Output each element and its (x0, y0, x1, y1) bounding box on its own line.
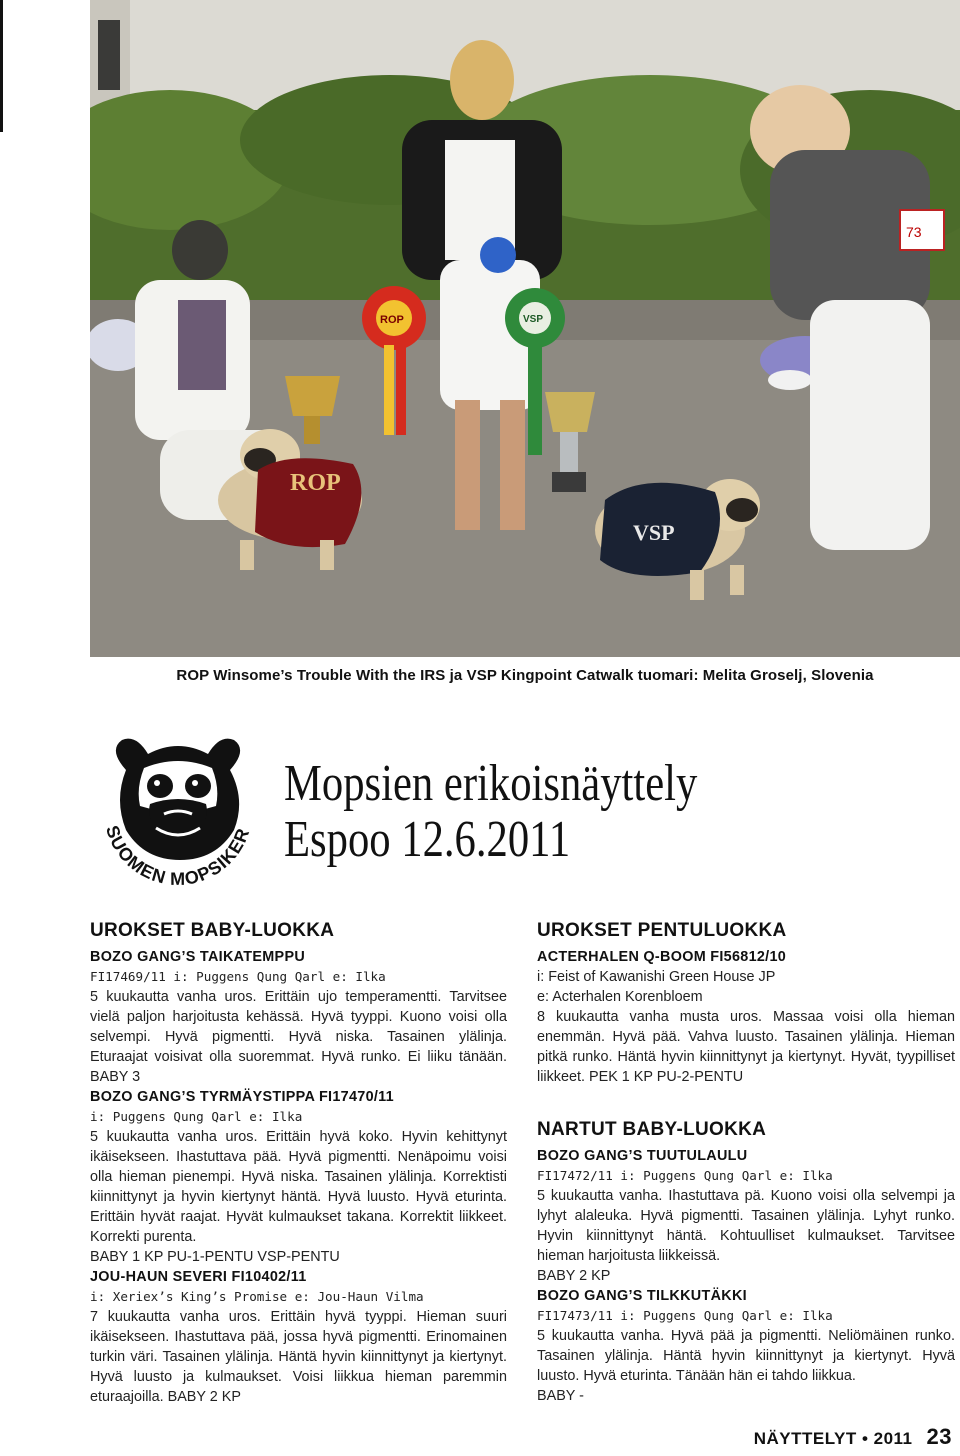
page-edge-bar (0, 0, 3, 132)
dog-critique: 5 kuukautta vanha uros. Erittäin hyvä koko. Hyvin kehittynyt ikäisekseen. Ihastuttava pää. Hyvä pigmentti. Nenäpoimu voisi olla hieman pienempi. Hyvä niska. Tasainen ylälinja. Korrektisti kiinnittynyt ja hyvin kiertynyt häntä. Hyvä luusto. Hyvä eturinta. Erittäin hyvät raajat. Hyvät kulmaukset takana. Korrektit liikkeet. Korrekti purenta. (90, 1129, 507, 1245)
right-column (537, 918, 955, 1406)
page-footer (754, 1426, 952, 1450)
dog-critique: 5 kuukautta vanha. Ihastuttava pä. Kuono voisi olla selvempi ja lyhyt alaleuka. Hyvä pigmentti. Tasainen ylälinja. Lyhyt runko. Hyvin kiinnittynyt häntä. Kohtuulliset kulmaukset. Tarvitsee hieman harjoitusta liikkeissä. (537, 1188, 955, 1264)
club-logo (86, 718, 270, 902)
rop-cape-text: ROP (290, 470, 341, 496)
rop-rosette-text: ROP (380, 314, 404, 326)
section-heading: UROKSET BABY-LUOKKA (90, 920, 335, 941)
dog-registration: i: Puggens Qung Qarl e: Ilka (90, 1109, 303, 1124)
vsp-rosette-text: VSP (523, 314, 544, 325)
dog-result: BABY 3 (90, 1069, 141, 1085)
dog-name: JOU-HAUN SEVERI FI10402/11 (90, 1269, 307, 1285)
dog-registration: FI17469/11 i: Puggens Qung Qarl e: Ilka (90, 969, 386, 984)
vsp-cape-text: VSP (633, 520, 675, 545)
dog-name: ACTERHALEN Q-BOOM FI56812/10 (537, 949, 787, 965)
dog-result: BABY 2 KP (167, 1389, 241, 1405)
show-photo (90, 0, 960, 657)
photo-caption: ROP Winsome’s Trouble With the IRS ja VSP Kingpoint Catwalk tuomari: Melita Groselj, Slovenia (176, 667, 874, 684)
title-line-2: Espoo 12.6.2011 (284, 811, 571, 868)
dog-name: BOZO GANG’S TUUTULAULU (537, 1148, 748, 1164)
section-heading: UROKSET PENTULUOKKA (537, 920, 787, 941)
dog-name: BOZO GANG’S TAIKATEMPPU (90, 949, 306, 965)
footer-section: NÄYTTELYT • 2011 (753, 1429, 913, 1448)
dog-registration: FI17473/11 i: Puggens Qung Qarl e: Ilka (537, 1308, 833, 1323)
dog-name: BOZO GANG’S TYRMÄYSTIPPA FI17470/11 (90, 1089, 394, 1105)
dog-result: BABY - (537, 1388, 584, 1404)
dog-registration: i: Xeriex’s King’s Promise e: Jou-Haun Vilma (90, 1289, 424, 1304)
dog-critique: 5 kuukautta vanha. Hyvä pää ja pigmentti. Neliömäinen runko. Tasainen ylälinja. Häntä hyvin kiinnittynyt ja kiertynyt. Hyvä luusto. Hyvä eturinta. Tänään hän ei tahdo liikkua. (537, 1328, 955, 1384)
dog-critique: 8 kuukautta vanha musta uros. Massaa voisi olla hieman enemmän. Hyvä pää. Vahva luusto. Tasainen ylälinja. Hieman pitkä runko. Häntä hyvin kiinnittynyt ja kiertynyt. Hyvät, tyypilliset liikkeet. PEK 1 KP PU-2-PENTU (537, 1009, 955, 1085)
dog-registration: FI17472/11 i: Puggens Qung Qarl e: Ilka (537, 1168, 833, 1183)
dog-result: BABY 1 KP PU-1-PENTU VSP-PENTU (90, 1249, 340, 1265)
dog-critique: 7 kuukautta vanha uros. Erittäin hyvä tyyppi. Hieman suuri ikäisekseen. Ihastuttava pää, jossa hyvä pigmentti. Erinomainen turkin väri. Tasainen ylälinja. Häntä hyvin kiinnittynyt ja kiertynyt. Hyvä luusto ja kulmaukset. Voisi liikkua hieman paremmin eturaajoilla. BABY 2 KP (90, 1309, 507, 1405)
page-number: 23 (926, 1424, 952, 1449)
dog-result: BABY 2 KP (537, 1268, 611, 1284)
article-title (284, 756, 788, 868)
dog-result: PEK 1 KP PU-2-PENTU (589, 1069, 744, 1085)
section-heading: NARTUT BABY-LUOKKA (537, 1119, 767, 1140)
dog-dam: e: Acterhalen Korenbloem (537, 989, 703, 1005)
number-tag-text: 73 (906, 224, 922, 240)
dog-sire: i: Feist of Kawanishi Green House JP (537, 969, 776, 985)
dog-name: BOZO GANG’S TILKKUTÄKKI (537, 1288, 747, 1304)
logo-text: SUOMEN MOPSIKER (101, 822, 254, 889)
dog-critique: 5 kuukautta vanha uros. Erittäin ujo temperamentti. Tarvitsee vielä paljon harjoitusta kehässä. Hyvä tyyppi. Kuono voisi olla selvempi. Hyvä pigmentti. Hyvä niska. Tasainen ylälinja. Eturaajat voisivat olla suoremmat. Hyvä runko. Ei liiku tänään. BABY 3 (90, 989, 507, 1085)
left-column (90, 918, 507, 1407)
title-line-1: Mopsien erikoisnäyttely (284, 755, 698, 812)
